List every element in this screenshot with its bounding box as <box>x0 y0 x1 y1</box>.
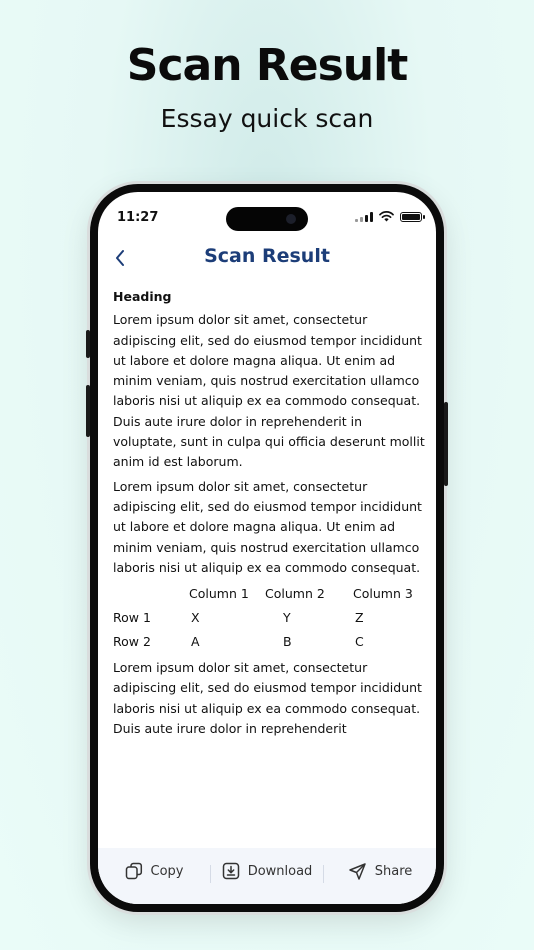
document-table <box>113 582 425 654</box>
download-button[interactable] <box>211 862 323 880</box>
table-cell: Z <box>355 610 364 626</box>
table-cell: Row 1 <box>113 610 151 626</box>
wifi-icon <box>379 211 394 222</box>
phone-volume-button <box>86 385 90 437</box>
page-title: Scan Result <box>204 245 330 267</box>
share-button[interactable] <box>324 862 436 881</box>
document-paragraph-1: Lorem ipsum dolor sit amet, consectetur adipiscing elit, sed do eiusmod tempor incididunt ut labore et dolore magna aliqua. Ut enim ad minim veniam, quis nostrud exercitation ullamco laboris nisi ut aliquip ex ea commodo consequat. Duis aute irure dolor in reprehenderit in voluptate, sunt in culpa qui officia deserunt mollit anim id est laborum. <box>113 312 425 470</box>
action-bar <box>98 848 436 904</box>
table-cell: X <box>191 610 200 626</box>
status-time: 11:27 <box>117 210 159 225</box>
table-cell: A <box>191 634 200 650</box>
download-icon <box>222 862 240 880</box>
send-icon <box>348 862 367 881</box>
document-paragraph-2: Lorem ipsum dolor sit amet, consectetur adipiscing elit, sed do eiusmod tempor incididunt ut labore et dolore magna aliqua. Ut enim ad minim veniam, quis nostrud exercitation ullamco laboris nisi ut aliquip ex ea commodo consequat. <box>113 478 422 575</box>
document-heading: Heading <box>113 289 172 304</box>
copy-button[interactable] <box>98 862 210 880</box>
battery-icon <box>400 212 422 222</box>
scan-result-content <box>113 287 425 743</box>
dynamic-island <box>226 207 308 231</box>
table-cell: Row 2 <box>113 634 151 650</box>
table-cell: Y <box>283 610 291 626</box>
copy-label: Copy <box>150 863 184 879</box>
table-header-cell: Column 3 <box>353 586 413 602</box>
phone-power-button <box>444 402 448 486</box>
table-cell: B <box>283 634 292 650</box>
share-label: Share <box>374 864 413 879</box>
table-row <box>113 630 425 654</box>
promo-subtitle: Essay quick scan <box>160 104 374 133</box>
table-cell: C <box>355 634 364 650</box>
phone-screen <box>98 192 436 904</box>
copy-icon <box>125 862 143 880</box>
status-icons <box>355 211 422 222</box>
promo-title: Scan Result <box>126 40 408 91</box>
table-header-row <box>113 582 425 606</box>
signal-icon <box>355 212 373 222</box>
table-row <box>113 606 425 630</box>
document-paragraph-3: Lorem ipsum dolor sit amet, consectetur adipiscing elit, sed do eiusmod tempor incididunt laboris nisi ut aliquip ex ea commodo consequat. Duis aute irure dolor in reprehenderit <box>113 660 422 737</box>
download-label: Download <box>247 863 313 879</box>
phone-action-button <box>86 330 90 358</box>
table-header-cell <box>113 582 189 606</box>
table-header-cell: Column 2 <box>265 586 325 602</box>
table-header-cell: Column 1 <box>189 586 249 602</box>
